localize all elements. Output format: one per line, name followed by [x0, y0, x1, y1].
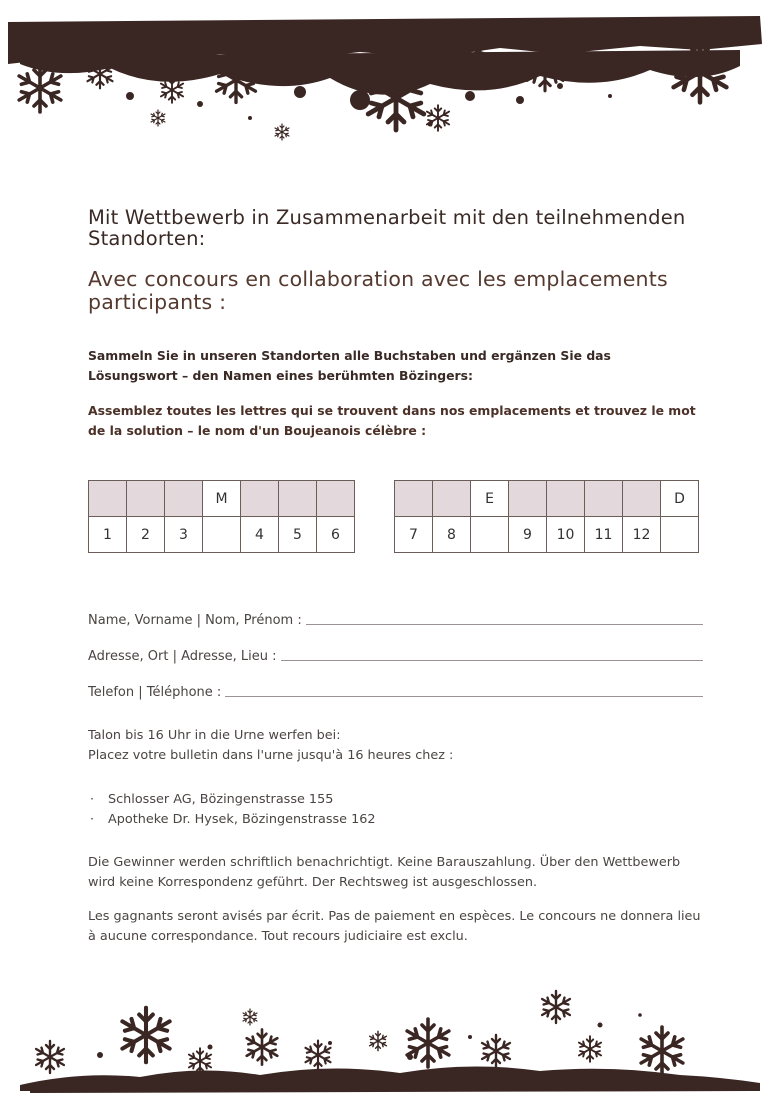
letter-box[interactable] — [165, 481, 203, 517]
letter-box: E — [471, 481, 509, 517]
number-cell: 7 — [395, 517, 433, 553]
number-cell: 6 — [317, 517, 355, 553]
snowflake-banner-top — [0, 0, 768, 160]
number-cell: 9 — [509, 517, 547, 553]
number-cell — [203, 517, 241, 553]
letter-box: M — [203, 481, 241, 517]
number-cell: 1 — [89, 517, 127, 553]
letter-box[interactable] — [585, 481, 623, 517]
number-cell: 10 — [547, 517, 585, 553]
name-field-row — [88, 608, 703, 628]
number-cell: 4 — [241, 517, 279, 553]
instructions-french: Assemblez toutes les lettres qui se trouvent dans nos emplacements et trouvez le mot de la solution – le nom d'un Boujeanois célèbre : — [88, 403, 696, 438]
letter-box[interactable] — [509, 481, 547, 517]
letter-box[interactable] — [279, 481, 317, 517]
disclaimer-german: Die Gewinner werden schriftlich benachrichtigt. Keine Barauszahlung. Über den Wettbewerb wird keine Korrespondenz geführt. Der Rechtsweg ist ausgeschlossen. — [88, 855, 681, 890]
address-list — [88, 790, 703, 830]
number-cell: 5 — [279, 517, 317, 553]
talon-instructions — [88, 726, 703, 766]
puzzle-number-row — [395, 517, 699, 553]
letter-box: D — [661, 481, 699, 517]
talon-german: Talon bis 16 Uhr in die Urne werfen bei: — [88, 728, 341, 743]
disclaimer-french: Les gagnants seront avisés par écrit. Pas de paiement en espèces. Le concours ne donnera lieu à aucune correspondance. Tout recours judiciaire est exclu. — [88, 909, 701, 944]
letter-box[interactable] — [395, 481, 433, 517]
number-cell: 12 — [623, 517, 661, 553]
address-field-row — [88, 644, 703, 664]
address-line[interactable] — [281, 660, 704, 661]
phone-label: Telefon | Téléphone : — [88, 685, 222, 700]
letter-box[interactable] — [89, 481, 127, 517]
puzzle-number-row — [89, 517, 355, 553]
talon-french: Placez votre bulletin dans l'urne jusqu'à 16 heures chez : — [88, 748, 454, 763]
number-cell — [661, 517, 699, 553]
letter-box[interactable] — [433, 481, 471, 517]
letter-box[interactable] — [241, 481, 279, 517]
puzzle-grid-left — [88, 480, 355, 553]
snowflake-banner-bottom — [0, 985, 768, 1120]
number-cell — [471, 517, 509, 553]
letter-box[interactable] — [317, 481, 355, 517]
address-item: · Apotheke Dr. Hysek, Bözingenstrasse 162 — [88, 810, 703, 830]
title-german: Mit Wettbewerb in Zusammenarbeit mit den teilnehmenden Standorten: — [88, 206, 686, 250]
puzzle-letter-row — [395, 481, 699, 517]
letter-box[interactable] — [623, 481, 661, 517]
puzzle-grid-right — [394, 480, 699, 553]
number-cell: 3 — [165, 517, 203, 553]
title-french: Avec concours en collaboration avec les emplacements participants : — [88, 267, 668, 314]
name-label: Name, Vorname | Nom, Prénom : — [88, 613, 302, 628]
name-line[interactable] — [306, 624, 703, 625]
puzzle-letter-row — [89, 481, 355, 517]
address-item: · Schlosser AG, Bözingenstrasse 155 — [88, 790, 703, 810]
number-cell: 2 — [127, 517, 165, 553]
letter-box[interactable] — [547, 481, 585, 517]
phone-field-row — [88, 680, 703, 700]
number-cell: 8 — [433, 517, 471, 553]
instructions-german: Sammeln Sie in unseren Standorten alle Buchstaben und ergänzen Sie das Lösungswort – den Namen eines berühmten Bözingers: — [88, 348, 611, 383]
letter-box[interactable] — [127, 481, 165, 517]
phone-line[interactable] — [225, 696, 703, 697]
number-cell: 11 — [585, 517, 623, 553]
address-label: Adresse, Ort | Adresse, Lieu : — [88, 649, 277, 664]
